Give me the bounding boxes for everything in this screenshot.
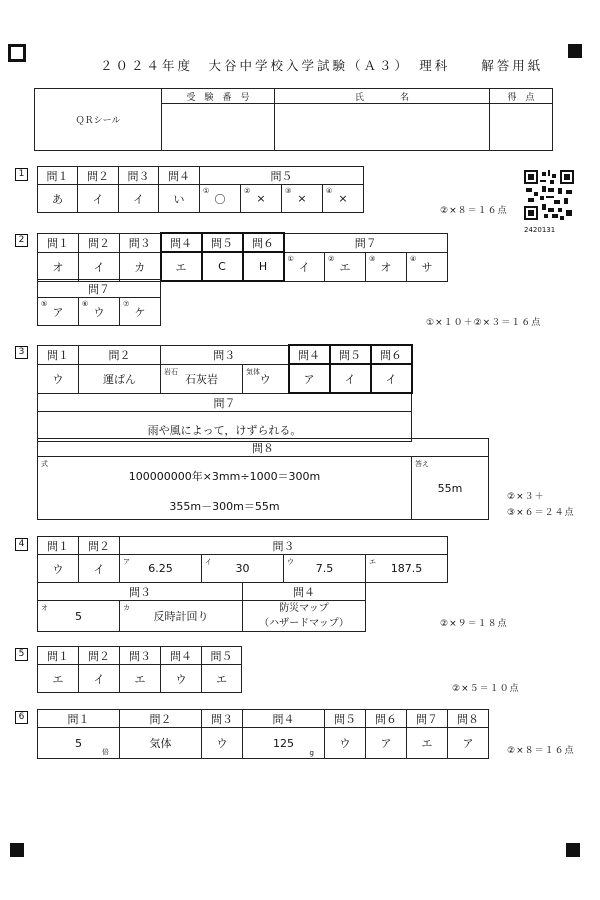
s6-q1-unit: 倍 [102,748,109,756]
section-6-table [37,709,489,759]
s1-q5-4-cell: ④ × [323,185,364,213]
s2-q7-4-cell: ④ サ [407,252,448,281]
score-label: 得 点 [490,89,553,104]
s2-q3-header: 問３ [120,233,161,252]
s2-q7-7-cell: ⑦ ケ [120,298,161,326]
s1-q5-1-cell: ① 〇 [200,185,241,213]
section-1-table [37,166,364,213]
s3-score-line-1: ②×３＋ [507,492,545,502]
s3-score-line-2: ③×６＝２４点 [507,508,575,518]
s6-q2-answer: 気体 [120,728,202,759]
s3-q4-answer: ア [289,364,330,393]
header-box [34,88,553,151]
s1-q2-header: 問２ [78,167,119,185]
s2-q3-answer: カ [120,252,161,281]
s4-q3-e-cell: エ 187.5 [366,555,448,583]
s6-q8-header: 問８ [448,710,489,728]
corner-mark-top-right [568,44,582,58]
s3-q5-header: 問５ [330,345,371,364]
s5-q1-answer: エ [38,665,79,693]
s6-q8-answer: ア [448,728,489,759]
section-4-number: 4 [15,538,28,551]
s2-q5-header: 問５ [202,233,243,252]
name-field[interactable] [275,104,490,151]
name-label: 氏 名 [275,89,490,104]
s3-q6-answer: イ [371,364,412,393]
s5-q5-header: 問５ [202,647,242,665]
s6-q1-header: 問１ [38,710,120,728]
s2-q2-answer: イ [79,252,120,281]
s3-q1-header: 問１ [38,345,79,364]
s3-q3-gas-cell: 気体 ウ [243,364,289,393]
s5-q1-header: 問１ [38,647,79,665]
score-field [490,104,553,151]
corner-mark-bottom-right [566,843,580,857]
s4-q4-answer: 防災マップ （ハザードマップ） [243,601,366,632]
s3-q7-header: 問７ [38,393,412,412]
section-4-table-b [37,582,366,632]
s4-q4-header: 問４ [243,583,366,601]
s2-q6-answer: H [243,252,284,281]
s4-q2-header: 問２ [79,537,120,555]
s6-q6-header: 問６ [366,710,407,728]
s1-q3-header: 問３ [119,167,159,185]
s2-q7-1-cell: ① イ [284,252,325,281]
s1-q5-2-cell: ② × [241,185,282,213]
s3-formula-line-2: 355m－300m＝55m [169,500,280,513]
s2-q7-2-cell: ② エ [325,252,366,281]
s2-q7b-header: 問７ [38,280,161,298]
section-3-number: 3 [15,346,28,359]
s2-q7-header: 問７ [284,233,448,252]
s4-q3-o-cell: オ 5 [38,601,120,632]
s4-q3-a-cell: ア 6.25 [120,555,202,583]
s6-q4-header: 問４ [243,710,325,728]
qr-code [524,170,574,220]
s2-score: ①×１０＋②×３＝１６点 [426,318,542,328]
s1-q1-header: 問１ [38,167,78,185]
s3-q8-header: 問８ [38,439,489,457]
s3-q1-answer: ウ [38,364,79,393]
corner-mark-bottom-left [10,843,24,857]
s5-q4-answer: ウ [161,665,202,693]
s2-q4-header: 問４ [161,233,202,252]
s1-q1-answer: あ [38,185,78,213]
s2-q6-header: 問６ [243,233,284,252]
s4-q2-answer: イ [79,555,120,583]
section-3-q8-table [37,438,489,520]
s6-q3-header: 問３ [202,710,243,728]
s5-q4-header: 問４ [161,647,202,665]
s1-q4-header: 問４ [159,167,200,185]
s5-q5-answer: エ [202,665,242,693]
s2-q2-header: 問２ [79,233,120,252]
s6-score: ②×８＝１６点 [507,746,575,756]
section-5-table [37,646,242,693]
s2-q1-header: 問１ [38,233,79,252]
s2-q1-answer: オ [38,252,79,281]
s6-q4-unit: g [309,749,314,757]
s2-q4-answer: エ [161,252,202,281]
s6-q4-answer: 125 g [243,728,325,759]
exam-code: 2420131 [524,226,556,234]
s3-q2-answer: 運ぱん [79,364,161,393]
s4-q3-i-cell: イ 30 [202,555,284,583]
s4-q3-ka-cell: カ 反時計回り [120,601,243,632]
s2-q7-6-cell: ⑥ ウ [79,298,120,326]
s3-q3-rock-cell: 岩石 石灰岩 [161,364,243,393]
s5-q3-answer: エ [120,665,161,693]
s2-q7-3-cell: ③ オ [366,252,407,281]
s6-q2-header: 問２ [120,710,202,728]
s3-q6-header: 問６ [371,345,412,364]
section-6-number: 6 [15,711,28,724]
s1-q3-answer: イ [119,185,159,213]
s1-q2-answer: イ [78,185,119,213]
section-2-number: 2 [15,234,28,247]
s4-q3b-header: 問３ [38,583,243,601]
s1-q4-answer: い [159,185,200,213]
corner-mark-top-left [8,44,26,62]
section-4-table [37,536,448,583]
section-2-table [37,232,448,282]
section-1-number: 1 [15,168,28,181]
s3-formula-line-1: 100000000年×3mm÷1000＝300m [128,470,321,483]
s3-q5-answer: イ [330,364,371,393]
s4-q1-header: 問１ [38,537,79,555]
s6-q7-answer: エ [407,728,448,759]
s4-q3-header: 問３ [120,537,448,555]
s5-q3-header: 問３ [120,647,161,665]
section-3-table [37,344,413,442]
s5-score: ②×５＝１０点 [452,684,520,694]
s6-q1-answer: 5 倍 [38,728,120,759]
s1-q5-3-cell: ③ × [282,185,323,213]
s5-q2-header: 問２ [79,647,120,665]
s6-q5-header: 問５ [325,710,366,728]
section-2-table-b [37,279,161,326]
s3-q3-header: 問３ [161,345,289,364]
s5-q2-answer: イ [79,665,120,693]
s3-q4-header: 問４ [289,345,330,364]
s3-q7-answer: 雨や風によって，けずられる。 [38,412,412,442]
s3-q8-answer-cell: 答え 55m [412,457,489,520]
s4-q1-answer: ウ [38,555,79,583]
s6-q7-header: 問７ [407,710,448,728]
s4-score: ②×９＝１８点 [440,619,508,629]
s1-q5-header: 問５ [200,167,364,185]
exam-number-label: 受 験 番 号 [162,89,275,104]
s4-q3-u-cell: ウ 7.5 [284,555,366,583]
section-5-number: 5 [15,648,28,661]
s3-q2-header: 問２ [79,345,161,364]
s3-q8-formula-cell: 式 100000000年×3mm÷1000＝300m 355m－300m＝55m [38,457,412,520]
page-title: ２０２４年度 大谷中学校入学試験（Ａ３） 理科 解答用紙 [100,58,544,73]
s6-q5-answer: ウ [325,728,366,759]
qr-seal-area: ＱＲシール [35,89,162,151]
exam-number-field[interactable] [162,104,275,151]
s2-q5-answer: C [202,252,243,281]
s6-q6-answer: ア [366,728,407,759]
s2-q7-5-cell: ⑤ ア [38,298,79,326]
s1-score: ②×８＝１６点 [440,206,508,216]
s6-q3-answer: ウ [202,728,243,759]
